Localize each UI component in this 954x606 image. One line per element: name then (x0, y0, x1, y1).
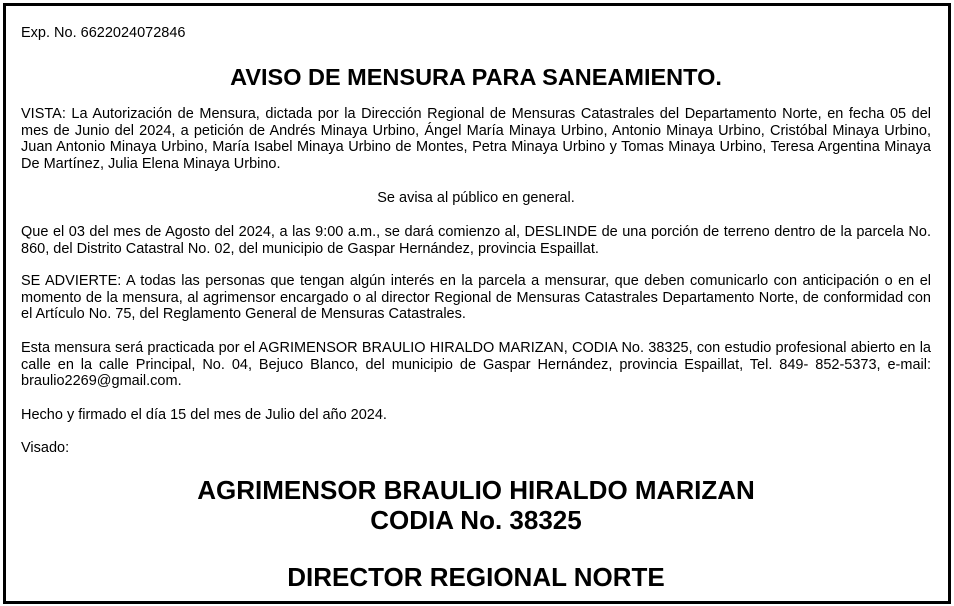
paragraph-practicada: Esta mensura será practicada por el AGRIMENSOR BRAULIO HIRALDO MARIZAN, CODIA No. 38325, con estudio profesional abierto en la calle en la calle Principal, No. 04, Bejuco Blanco, del municipio de Gaspar Hernández, provincia Espaillat, Tel. 849- 852-5373, e-mail: braulio2269@gmail.com. (21, 340, 931, 389)
paragraph-deslinde: Que el 03 del mes de Agosto del 2024, a las 9:00 a.m., se dará comienzo al, DESLINDE de una porción de terreno dentro de la parcela No. 860, del Distrito Catastral No. 02, del municipio de Gaspar Hernández, provincia Espaillat. (21, 224, 931, 257)
notice-frame (3, 3, 951, 604)
paragraph-vista: VISTA: La Autorización de Mensura, dictada por la Dirección Regional de Mensuras Catastrales del Departamento Norte, en fecha 05 del mes de Junio del 2024, a petición de Andrés Minaya Urbino, Ángel María Minaya Urbino, Antonio Minaya Urbino, Cristóbal Minaya Urbino, Juan Antonio Minaya Urbino, María Isabel Minaya Urbino de Montes, Petra Minaya Urbino y Tomas Minaya Urbino, Teresa Argentina Minaya De Martínez, Julia Elena Minaya Urbino. (21, 106, 931, 172)
paragraph-public-notice: Se avisa al público en general. (377, 190, 575, 206)
paragraph-visado: Visado: (21, 440, 70, 456)
signature-name: AGRIMENSOR BRAULIO HIRALDO MARIZAN (197, 475, 755, 505)
signature-director: DIRECTOR REGIONAL NORTE (287, 562, 665, 592)
paragraph-advertencia: SE ADVIERTE: A todas las personas que tengan algún interés en la parcela a mensurar, que deben comunicarlo con anticipación o en el momento de la mensura, al agrimensor encargado o al director Regional de Mensuras Catastrales Departamento Norte, de conformidad con el Artículo No. 75, del Reglamento General de Mensuras Catastrales. (21, 273, 931, 322)
notice-content (21, 6, 931, 601)
signature-codia: CODIA No. 38325 (370, 505, 582, 535)
expediente-number: Exp. No. 6622024072846 (21, 25, 186, 41)
notice-title: AVISO DE MENSURA PARA SANEAMIENTO. (230, 64, 722, 90)
paragraph-firmado: Hecho y firmado el día 15 del mes de Julio del año 2024. (21, 407, 387, 423)
